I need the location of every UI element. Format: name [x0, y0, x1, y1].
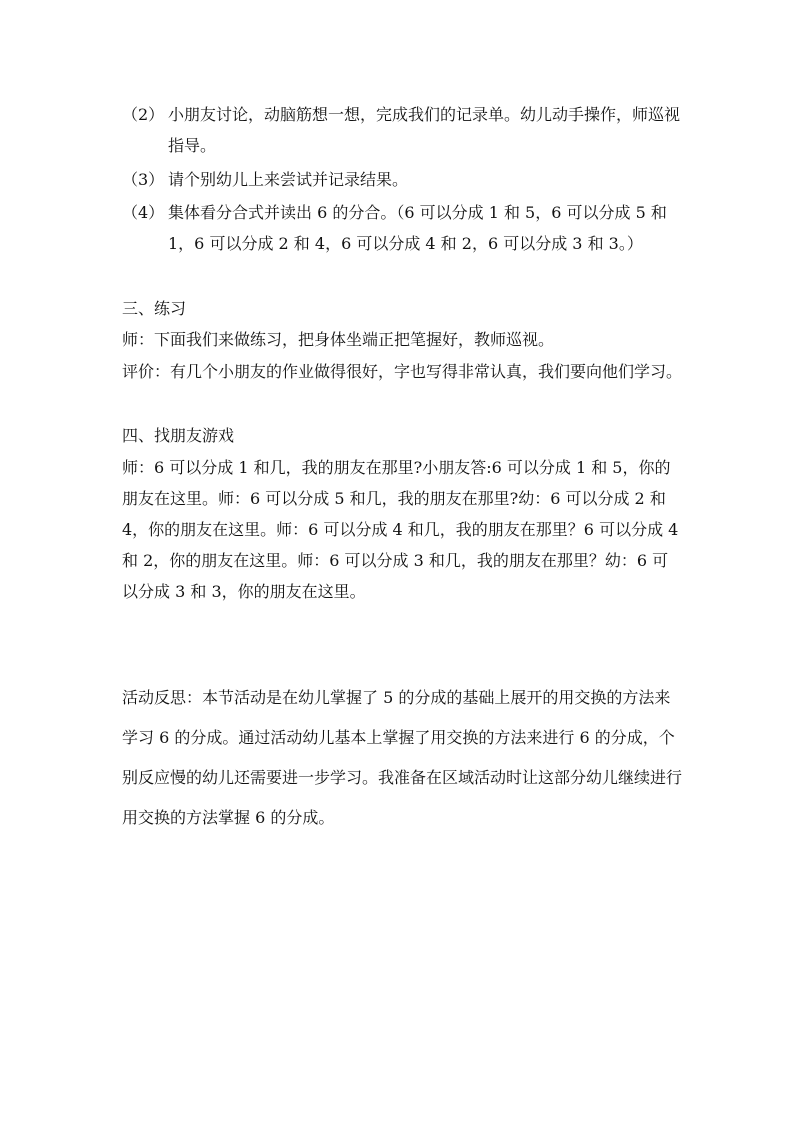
section-heading-practice: 三、练习 [122, 299, 187, 318]
step-number: （4） [122, 203, 165, 222]
step-4 [122, 197, 682, 259]
section-heading-game: 四、找朋友游戏 [122, 426, 235, 445]
step-3 [122, 164, 682, 195]
step-2 [122, 99, 682, 161]
step-text: 集体看分合式并读出 6 的分合。（6 可以分成 1 和 5，6 可以分成 5 和 1，6 可以分成 2 和 4，6 可以分成 4 和 2，6 可以分成 3 和 3。） [168, 203, 667, 253]
step-number: （2） [122, 105, 165, 124]
game-dialogue: 师：6 可以分成 1 和几，我的朋友在那里?小朋友答:6 可以分成 1 和 5，你的朋友在这里。师：6 可以分成 5 和几，我的朋友在那里?幼：6 可以分成 2 和 4，你的朋友在这里。师：6 可以分成 4 和几，我的朋友在那里？6 可以分成 4 和 2，你的朋友在这里。师：6 可以分成 3 和几，我的朋友在那里？幼：6 可以分成 3 和 3，你的朋友在这里。 [122, 458, 679, 601]
practice-evaluation: 评价：有几个小朋友的作业做得很好，字也写得非常认真，我们要向他们学习。 [122, 362, 683, 381]
practice-teacher-line: 师：下面我们来做练习，把身体坐端正把笔握好，教师巡视。 [122, 330, 555, 349]
step-text: 小朋友讨论，动脑筋想一想，完成我们的记录单。幼儿动手操作，师巡视指导。 [168, 105, 681, 155]
step-number: （3） [122, 170, 165, 189]
activity-reflection: 活动反思：本节活动是在幼儿掌握了 5 的分成的基础上展开的用交换的方法来学习 6 的分成。通过活动幼儿基本上掌握了用交换的方法来进行 6 的分成，个别反应慢的幼儿还需要进一步学习。我准备在区域活动时让这部分幼儿继续进行用交换的方法掌握 6 的分成。 [122, 688, 683, 827]
step-text: 请个别幼儿上来尝试并记录结果。 [168, 170, 409, 189]
